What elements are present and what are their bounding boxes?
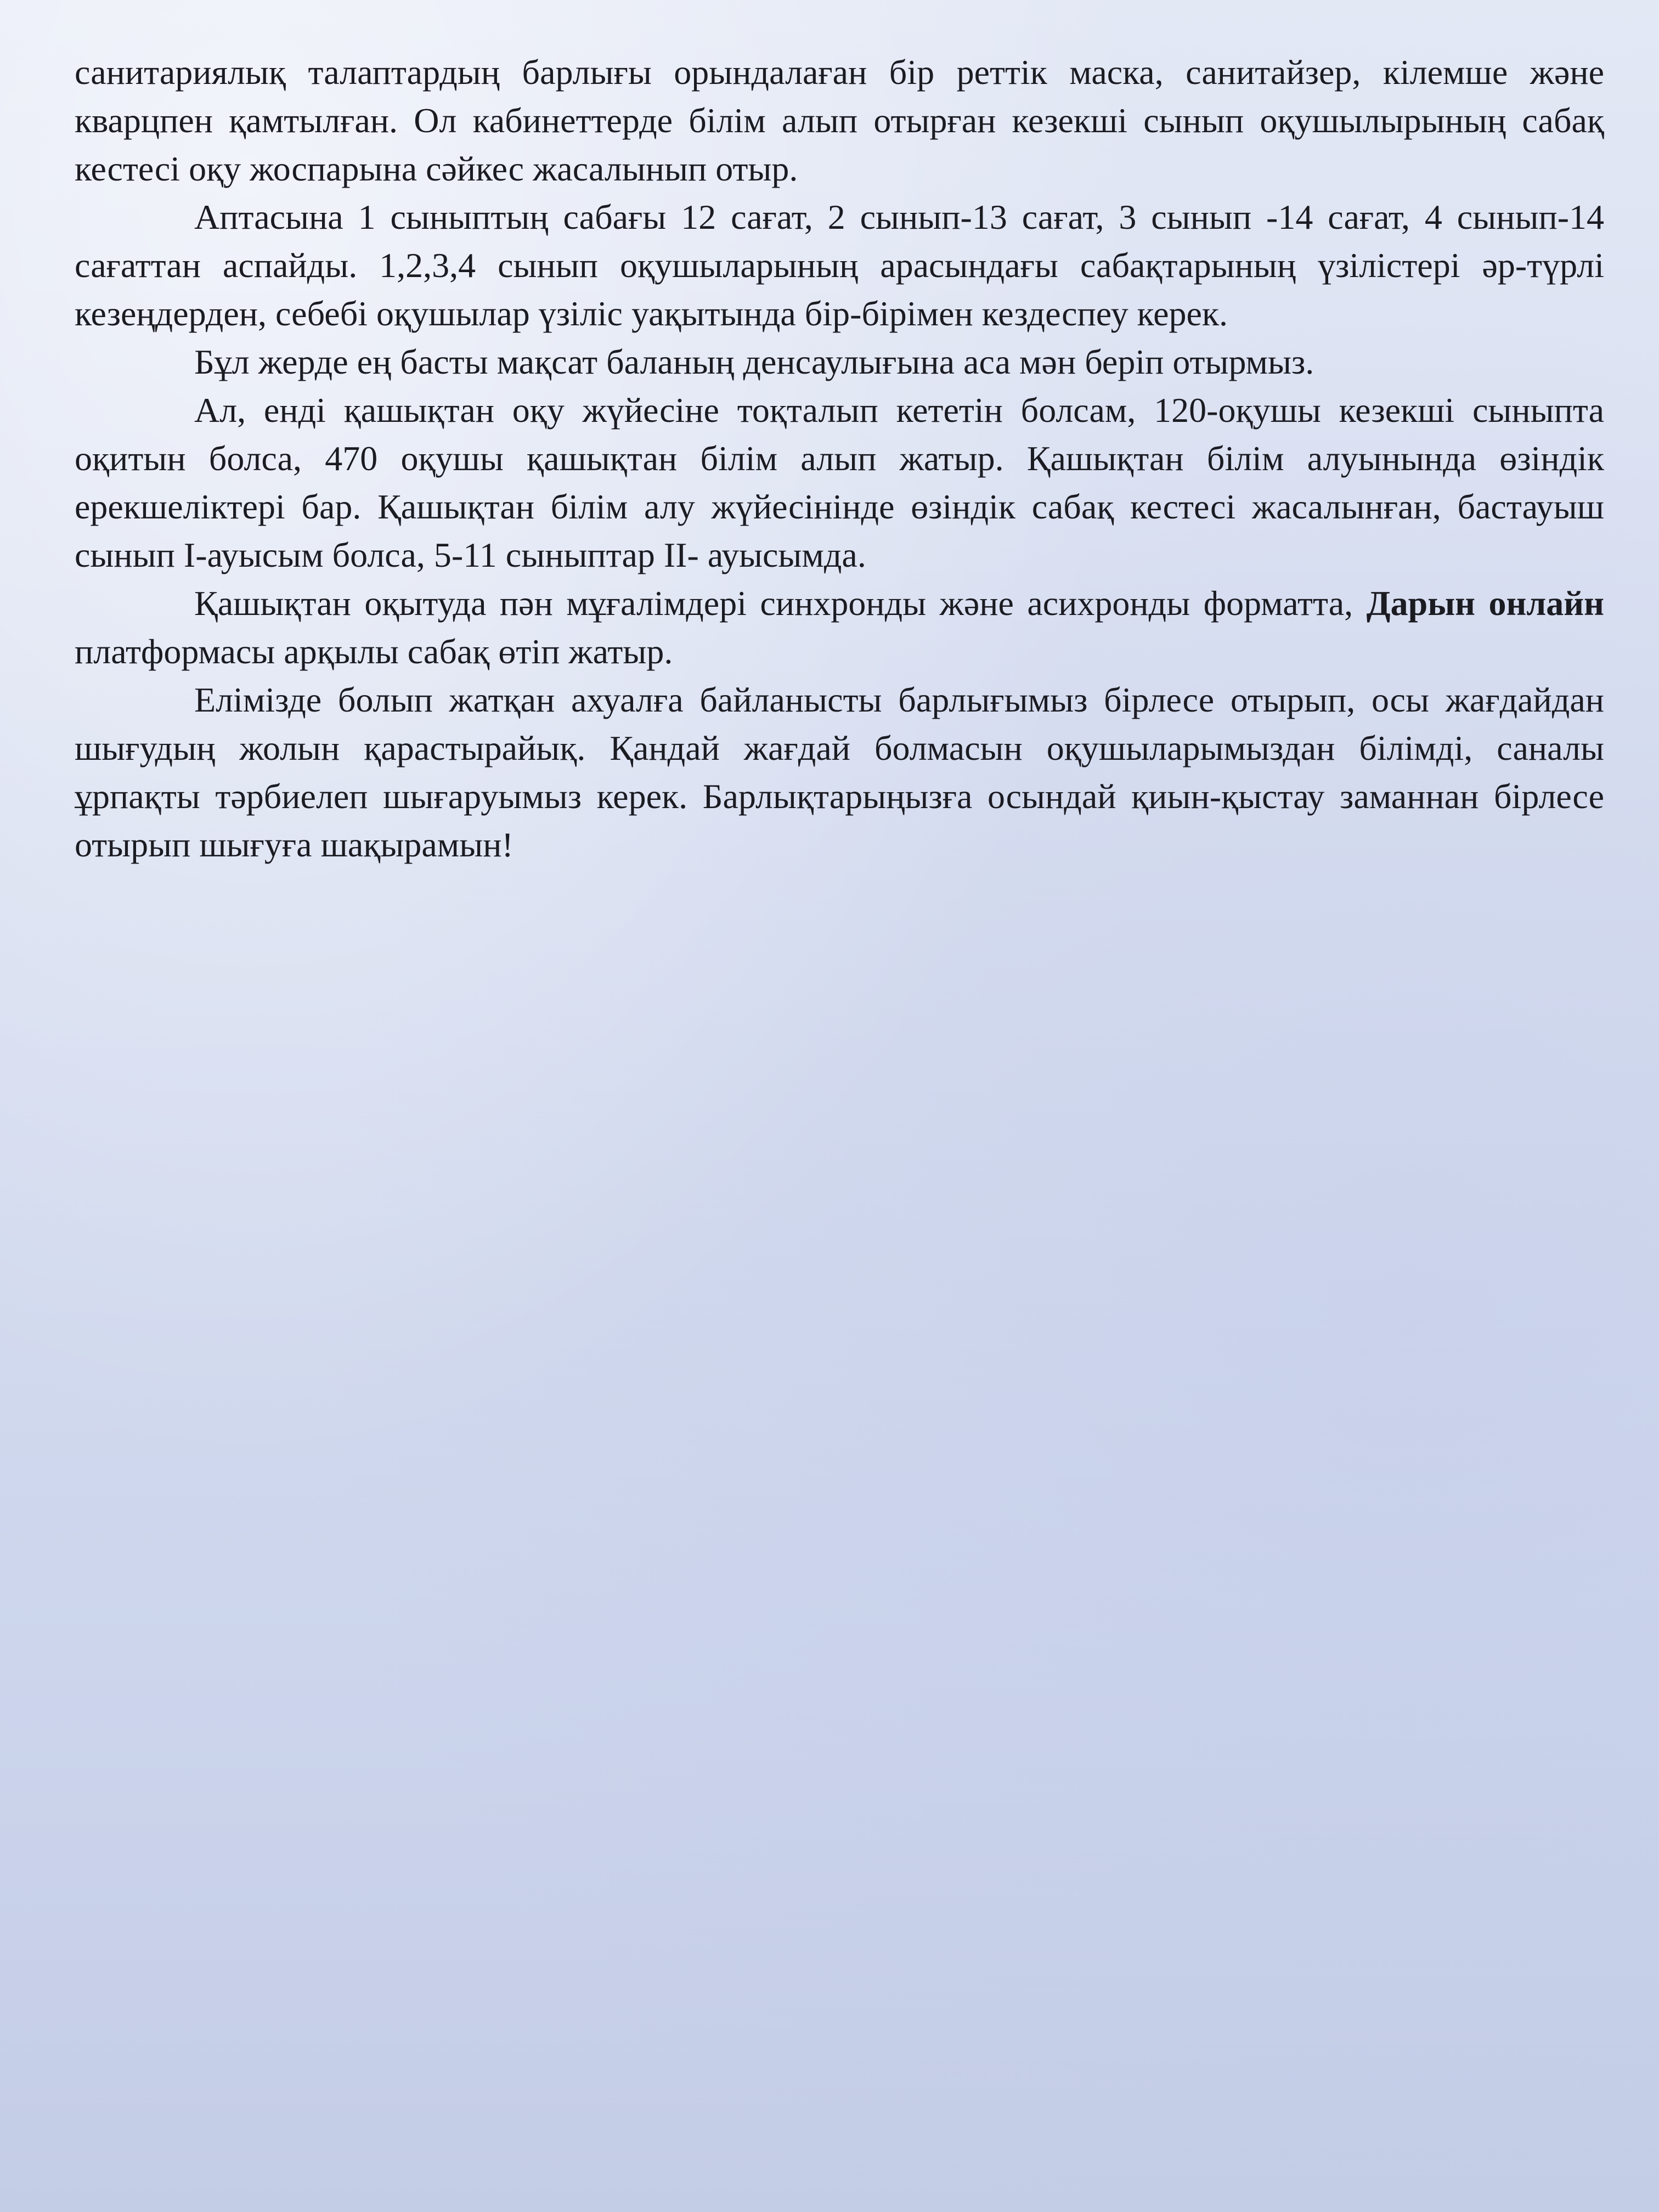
paragraph bbox=[75, 579, 1604, 676]
paragraph-text: Қашықтан оқытуда пән мұғалімдері синхронды және асихронды форматта, bbox=[194, 584, 1367, 623]
paragraph: Елімізде болып жатқан ахуалға байланысты барлығымыз бірлесе отырып, осы жағдайдан шығудың жолын қарастырайық. Қандай жағдай болмасын оқушыларымыздан білімді, саналы ұрпақты тәрбиелеп шығаруымыз керек. Барлықтарыңызға осындай қиын-қыстау заманнан бірлесе отырып шығуға шақырамын! bbox=[75, 680, 1604, 864]
paragraph: Ал, енді қашықтан оқу жүйесіне тоқталып кететін болсам, 120-оқушы кезекші сыныпта оқитын болса, 470 оқушы қашықтан білім алып жатыр. Қашықтан білім алуынында өзіндік ерекшеліктері бар. Қашықтан білім алу жүйесінінде өзіндік сабақ кестесі жасалынған, бастауыш сынып I-ауысым болса, 5-11 сыныптар II- ауысымда. bbox=[75, 391, 1604, 574]
paragraph: Бұл жерде ең басты мақсат баланың денсаулығына аса мән беріп отырмыз. bbox=[194, 342, 1314, 381]
platform-name: Дарын онлайн bbox=[1366, 584, 1605, 623]
document-body bbox=[75, 48, 1604, 869]
paragraph-text: платформасы арқылы сабақ өтіп жатыр. bbox=[75, 632, 673, 671]
paragraph: Аптасына 1 сыныптың сабағы 12 сағат, 2 сынып-13 сағат, 3 сынып -14 сағат, 4 сынып-14 сағаттан аспайды. 1,2,3,4 сынып оқушыларының арасындағы сабақтарының үзілістері әр-түрлі кезеңдерден, себебі оқушылар үзіліс уақытында бір-бірімен кездеспеу керек. bbox=[75, 198, 1604, 333]
paragraph: санитариялық талаптардың барлығы орындалаған бір реттік маска, санитайзер, кілемше және кварцпен қамтылған. Ол кабинеттерде білім алып отырған кезекші сынып оқушылырының сабақ кестесі оқу жоспарына сәйкес жасалынып отыр. bbox=[75, 53, 1604, 188]
